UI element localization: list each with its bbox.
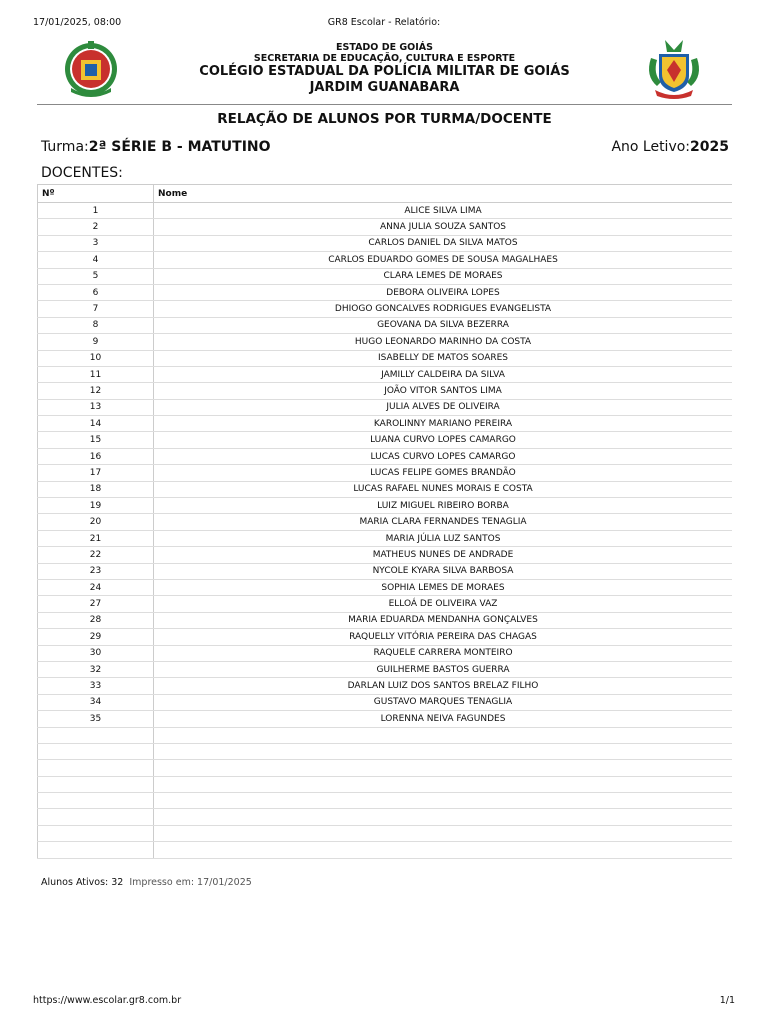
- column-header-name: Nome: [154, 185, 733, 203]
- student-name: MARIA CLARA FERNANDES TENAGLIA: [154, 514, 733, 530]
- table-row: [38, 711, 733, 727]
- table-row: [38, 268, 733, 284]
- student-name: CLARA LEMES DE MORAES: [154, 268, 733, 284]
- student-name: MARIA JÚLIA LUZ SANTOS: [154, 530, 733, 546]
- table-row: [38, 203, 733, 219]
- student-name: [154, 743, 733, 759]
- table-row: [38, 596, 733, 612]
- class-info: [41, 139, 271, 155]
- student-name: [154, 842, 733, 858]
- student-name: LORENNA NEIVA FAGUNDES: [154, 711, 733, 727]
- student-number: 33: [38, 678, 154, 694]
- document-header: [37, 36, 732, 105]
- student-name: GUILHERME BASTOS GUERRA: [154, 661, 733, 677]
- table-row: [38, 612, 733, 628]
- student-number: 3: [38, 235, 154, 251]
- print-header: [33, 17, 735, 31]
- header-state: ESTADO DE GOIÁS: [336, 42, 433, 53]
- student-number: 8: [38, 317, 154, 333]
- table-row: [38, 678, 733, 694]
- student-number: 22: [38, 547, 154, 563]
- student-name: ELLOÁ DE OLIVEIRA VAZ: [154, 596, 733, 612]
- student-number: 5: [38, 268, 154, 284]
- table-row: [38, 645, 733, 661]
- student-number: [38, 825, 154, 841]
- student-name: JOÃO VITOR SANTOS LIMA: [154, 383, 733, 399]
- student-number: [38, 809, 154, 825]
- table-row: [38, 661, 733, 677]
- student-number: [38, 793, 154, 809]
- student-number: [38, 743, 154, 759]
- student-name: ISABELLY DE MATOS SOARES: [154, 350, 733, 366]
- table-row: [38, 317, 733, 333]
- student-name: JULIA ALVES DE OLIVEIRA: [154, 399, 733, 415]
- student-number: [38, 760, 154, 776]
- student-number: 18: [38, 481, 154, 497]
- table-row: [38, 481, 733, 497]
- table-row: [38, 694, 733, 710]
- class-value: 2ª SÉRIE B - MATUTINO: [88, 139, 271, 155]
- table-row: [38, 350, 733, 366]
- student-number: [38, 727, 154, 743]
- table-row: [38, 760, 733, 776]
- student-name: RAQUELLY VITÓRIA PEREIRA DAS CHAGAS: [154, 629, 733, 645]
- student-number: 20: [38, 514, 154, 530]
- student-name: SOPHIA LEMES DE MORAES: [154, 579, 733, 595]
- student-number: 24: [38, 579, 154, 595]
- student-name: MATHEUS NUNES DE ANDRADE: [154, 547, 733, 563]
- student-name: DHIOGO GONCALVES RODRIGUES EVANGELISTA: [154, 301, 733, 317]
- student-number: 30: [38, 645, 154, 661]
- school-year-label: Ano Letivo:: [611, 139, 691, 155]
- table-row: [38, 547, 733, 563]
- table-row: [38, 465, 733, 481]
- table-row: [38, 825, 733, 841]
- table-row: [38, 809, 733, 825]
- student-number: 2: [38, 219, 154, 235]
- student-number: 21: [38, 530, 154, 546]
- student-name: DEBORA OLIVEIRA LOPES: [154, 284, 733, 300]
- table-row: [38, 416, 733, 432]
- table-row: [38, 727, 733, 743]
- student-name: NYCOLE KYARA SILVA BARBOSA: [154, 563, 733, 579]
- print-datetime: 17/01/2025, 08:00: [33, 17, 122, 28]
- table-row: [38, 514, 733, 530]
- school-year: [611, 139, 729, 155]
- school-crest-icon: [61, 38, 121, 98]
- student-name: LUIZ MIGUEL RIBEIRO BORBA: [154, 498, 733, 514]
- student-number: 11: [38, 366, 154, 382]
- student-name: GEOVANA DA SILVA BEZERRA: [154, 317, 733, 333]
- student-name: LUANA CURVO LOPES CAMARGO: [154, 432, 733, 448]
- table-row: [38, 448, 733, 464]
- student-number: 27: [38, 596, 154, 612]
- header-secretariat: SECRETARIA DE EDUCAÇÃO, CULTURA E ESPORTE: [253, 53, 516, 64]
- student-name: ALICE SILVA LIMA: [154, 203, 733, 219]
- print-title: GR8 Escolar - Relatório:: [327, 17, 441, 28]
- table-row: [38, 530, 733, 546]
- table-row: [38, 432, 733, 448]
- student-number: 35: [38, 711, 154, 727]
- student-name: JAMILLY CALDEIRA DA SILVA: [154, 366, 733, 382]
- table-row: [38, 793, 733, 809]
- student-number: 7: [38, 301, 154, 317]
- student-number: 34: [38, 694, 154, 710]
- student-number: 6: [38, 284, 154, 300]
- student-name: [154, 793, 733, 809]
- student-number: 32: [38, 661, 154, 677]
- table-row: [38, 284, 733, 300]
- student-name: LUCAS CURVO LOPES CAMARGO: [154, 448, 733, 464]
- student-number: 9: [38, 334, 154, 350]
- student-number: 13: [38, 399, 154, 415]
- active-students: Alunos Ativos: 32: [41, 877, 124, 888]
- student-number: 16: [38, 448, 154, 464]
- student-name: LUCAS RAFAEL NUNES MORAIS E COSTA: [154, 481, 733, 497]
- student-number: 10: [38, 350, 154, 366]
- table-row: [38, 301, 733, 317]
- student-number: 12: [38, 383, 154, 399]
- student-number: [38, 776, 154, 792]
- table-row: [38, 399, 733, 415]
- table-row: [38, 842, 733, 858]
- student-name: CARLOS EDUARDO GOMES DE SOUSA MAGALHAES: [154, 252, 733, 268]
- student-number: 4: [38, 252, 154, 268]
- class-label: Turma:: [41, 139, 89, 155]
- student-number: 14: [38, 416, 154, 432]
- student-number: 15: [38, 432, 154, 448]
- print-page-number: 1/1: [719, 995, 735, 1006]
- student-name: ANNA JULIA SOUZA SANTOS: [154, 219, 733, 235]
- table-row: [38, 498, 733, 514]
- report-title: RELAÇÃO DE ALUNOS POR TURMA/DOCENTE: [217, 111, 552, 127]
- table-row: [38, 366, 733, 382]
- school-year-value: 2025: [690, 139, 729, 155]
- table-row: [38, 252, 733, 268]
- header-school-unit: JARDIM GUANABARA: [309, 80, 460, 95]
- table-row: [38, 383, 733, 399]
- student-number: [38, 842, 154, 858]
- column-header-number: Nº: [38, 185, 154, 203]
- student-name: [154, 825, 733, 841]
- table-row: [38, 563, 733, 579]
- student-number: 17: [38, 465, 154, 481]
- student-name: DARLAN LUIZ DOS SANTOS BRELAZ FILHO: [154, 678, 733, 694]
- student-name: MARIA EDUARDA MENDANHA GONÇALVES: [154, 612, 733, 628]
- header-school-name: COLÉGIO ESTADUAL DA POLÍCIA MILITAR DE GOIÁS: [199, 64, 570, 79]
- table-row: [38, 579, 733, 595]
- student-name: KAROLINNY MARIANO PEREIRA: [154, 416, 733, 432]
- student-name: LUCAS FELIPE GOMES BRANDÃO: [154, 465, 733, 481]
- table-row: [38, 776, 733, 792]
- student-name: [154, 776, 733, 792]
- student-number: 29: [38, 629, 154, 645]
- table-row: [38, 743, 733, 759]
- table-row: [38, 235, 733, 251]
- student-name: RAQUELE CARRERA MONTEIRO: [154, 645, 733, 661]
- student-number: 19: [38, 498, 154, 514]
- student-name: [154, 809, 733, 825]
- print-url: https://www.escolar.gr8.com.br: [33, 995, 182, 1006]
- table-row: [38, 219, 733, 235]
- student-number: 28: [38, 612, 154, 628]
- table-row: [38, 334, 733, 350]
- table-row: [38, 629, 733, 645]
- student-name: [154, 760, 733, 776]
- student-name: [154, 727, 733, 743]
- printed-date: Impresso em: 17/01/2025: [129, 877, 252, 888]
- student-number: 1: [38, 203, 154, 219]
- table-header-row: [38, 185, 733, 203]
- teachers-label: DOCENTES:: [41, 165, 123, 181]
- student-number: 23: [38, 563, 154, 579]
- goias-coat-of-arms-icon: [643, 36, 705, 102]
- report-footer: [41, 877, 252, 888]
- student-name: HUGO LEONARDO MARINHO DA COSTA: [154, 334, 733, 350]
- students-table: [37, 184, 732, 859]
- student-name: CARLOS DANIEL DA SILVA MATOS: [154, 235, 733, 251]
- student-name: GUSTAVO MARQUES TENAGLIA: [154, 694, 733, 710]
